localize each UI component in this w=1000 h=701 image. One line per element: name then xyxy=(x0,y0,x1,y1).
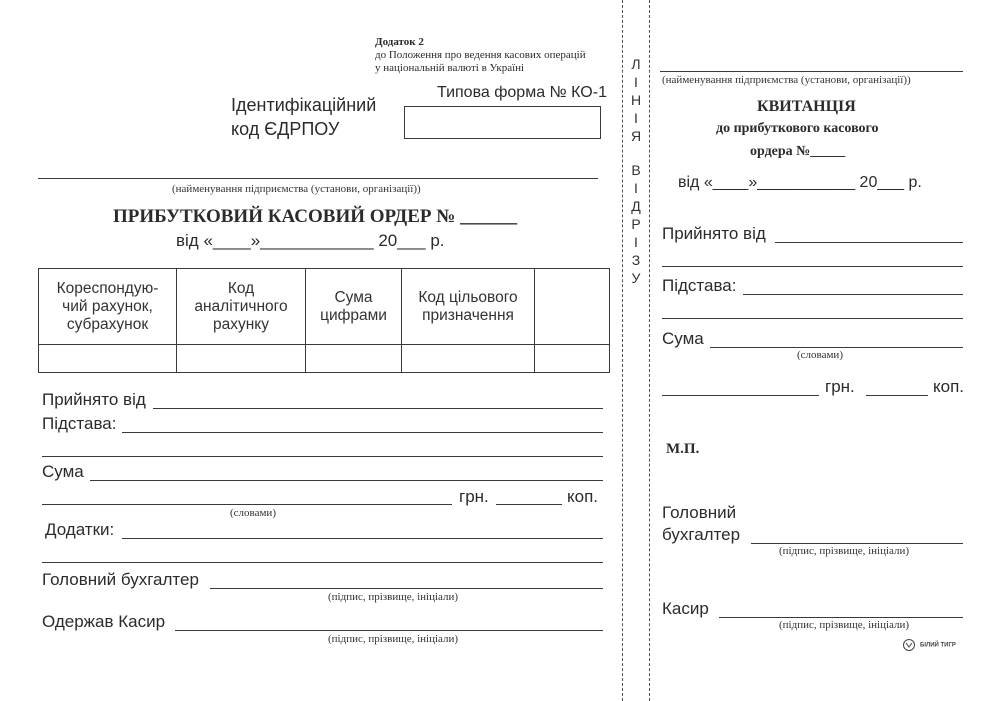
header-correspondent-account xyxy=(39,269,177,345)
basis-line-1[interactable] xyxy=(122,432,603,433)
basis-line-2[interactable] xyxy=(42,456,603,457)
receipt-date[interactable]: від «____»___________ 20___ р. xyxy=(678,174,922,191)
brand-logo xyxy=(902,636,956,654)
header-text: аналітичного xyxy=(194,297,288,315)
annex-line-2: у національній валюті в Україні xyxy=(375,62,525,74)
header-empty xyxy=(535,269,610,345)
header-sum-digits xyxy=(306,269,402,345)
receipt-cashier-sign-line[interactable] xyxy=(719,617,963,618)
table-cell[interactable] xyxy=(402,345,535,373)
receipt-kop-label: коп. xyxy=(933,377,965,396)
order-date[interactable]: від «____»____________ 20___ р. xyxy=(176,231,445,250)
chief-accountant-caption: (підпис, прізвище, ініціали) xyxy=(328,591,459,603)
table-cell[interactable] xyxy=(306,345,402,373)
cut-line-left xyxy=(622,0,623,701)
received-from-line[interactable] xyxy=(153,408,603,409)
table-row xyxy=(39,345,610,373)
receipt-uah-label: грн. xyxy=(825,377,855,396)
attachments-line-2[interactable] xyxy=(42,562,603,563)
header-text: Код цільового xyxy=(418,288,518,306)
receipt-kop-line[interactable] xyxy=(866,395,928,396)
cut-letter: Д xyxy=(631,198,641,214)
cut-line-label xyxy=(627,55,645,287)
cut-letter: І xyxy=(634,110,638,126)
kop-line[interactable] xyxy=(496,504,562,505)
stamp-place: М.П. xyxy=(666,441,700,457)
table-cell[interactable] xyxy=(177,345,306,373)
receipt-uah-line[interactable] xyxy=(662,395,819,396)
cut-letter: З xyxy=(631,252,641,268)
receipt-org-caption: (найменування підприємства (установи, організації)) xyxy=(662,74,911,86)
brand-name: БІЛИЙ ТИГР xyxy=(920,642,956,649)
header-text: субрахунок xyxy=(66,315,149,333)
received-cashier-label: Одержав Касир xyxy=(42,612,166,631)
header-text: Сума xyxy=(334,288,373,306)
receipt-basis-line-1[interactable] xyxy=(743,294,963,295)
receipt-amount-line[interactable] xyxy=(710,347,963,348)
chief-accountant-label: Головний бухгалтер xyxy=(42,570,199,589)
cut-letter: І xyxy=(634,180,638,196)
id-code-label-2: код ЄДРПОУ xyxy=(231,119,340,139)
cut-gap xyxy=(627,145,645,161)
annex-title: Додаток 2 xyxy=(375,36,424,48)
kop-label: коп. xyxy=(567,487,599,506)
receipt-title: КВИТАНЦІЯ xyxy=(757,98,856,115)
header-text: рахунку xyxy=(212,315,269,333)
attachments-label: Додатки: xyxy=(45,520,115,539)
id-code-label-1: Ідентифікаційний xyxy=(231,95,377,115)
cut-letter: У xyxy=(631,270,641,286)
receipt-basis-label: Підстава: xyxy=(662,276,737,295)
table-cell[interactable] xyxy=(535,345,610,373)
org-name-caption: (найменування підприємства (установи, організації)) xyxy=(172,183,421,195)
cut-letter: В xyxy=(631,162,641,178)
receipt-subtitle-2: ордера №_____ xyxy=(750,144,846,159)
header-text: Код xyxy=(227,279,255,297)
header-text: призначення xyxy=(422,306,514,324)
receipt-received-from-line[interactable] xyxy=(775,242,963,243)
cut-letter: Я xyxy=(630,128,642,144)
header-text: цифрами xyxy=(320,306,387,324)
receipt-chief-sign-line[interactable] xyxy=(751,543,963,544)
amount-label: Сума xyxy=(42,462,84,481)
annex-line-1: до Положення про ведення касових операцій xyxy=(375,49,586,61)
cut-letter: Р xyxy=(631,216,641,232)
accounts-table xyxy=(38,268,610,373)
cut-letter: Н xyxy=(630,92,642,108)
cut-letter: Л xyxy=(631,56,641,72)
header-text: Кореспондую- xyxy=(56,279,159,297)
table-header-row xyxy=(39,269,610,345)
receipt-amount-label: Сума xyxy=(662,329,704,348)
basis-label: Підстава: xyxy=(42,414,117,433)
receipt-chief-label-1: Головний xyxy=(662,503,737,522)
chief-accountant-sign-line[interactable] xyxy=(210,588,603,589)
receipt-subtitle-1: до прибуткового касового xyxy=(716,121,879,136)
uah-label: грн. xyxy=(459,487,489,506)
receipt-received-from-line-2[interactable] xyxy=(662,266,963,267)
cashier-sign-line[interactable] xyxy=(175,630,603,631)
receipt-org-line[interactable] xyxy=(660,71,963,72)
receipt-chief-label-2: бухгалтер xyxy=(662,525,741,544)
in-words-caption: (словами) xyxy=(230,507,276,519)
header-analytic-code xyxy=(177,269,306,345)
edrpou-code-box[interactable] xyxy=(404,106,601,139)
receipt-in-words-caption: (словами) xyxy=(797,349,843,361)
receipt-cashier-label: Касир xyxy=(662,599,709,618)
receipt-cashier-caption: (підпис, прізвище, ініціали) xyxy=(779,619,910,631)
amount-line[interactable] xyxy=(90,480,603,481)
cashier-caption: (підпис, прізвище, ініціали) xyxy=(328,633,459,645)
receipt-chief-caption: (підпис, прізвище, ініціали) xyxy=(779,545,910,557)
header-target-code xyxy=(402,269,535,345)
table-cell[interactable] xyxy=(39,345,177,373)
form-type: Типова форма № КО-1 xyxy=(437,84,607,101)
attachments-line-1[interactable] xyxy=(122,538,603,539)
receipt-received-from-label: Прийнято від xyxy=(662,224,766,243)
receipt-basis-line-2[interactable] xyxy=(662,318,963,319)
received-from-label: Прийнято від xyxy=(42,390,146,409)
cut-letter: І xyxy=(634,234,638,250)
header-text: чий рахунок, xyxy=(62,297,153,315)
order-title: ПРИБУТКОВИЙ КАСОВИЙ ОРДЕР № ______ xyxy=(113,206,518,227)
cut-line-right xyxy=(649,0,650,701)
cut-letter: І xyxy=(634,74,638,90)
org-name-line[interactable] xyxy=(38,178,598,179)
tiger-logo-icon xyxy=(902,638,916,652)
amount-words-line[interactable] xyxy=(42,504,452,505)
